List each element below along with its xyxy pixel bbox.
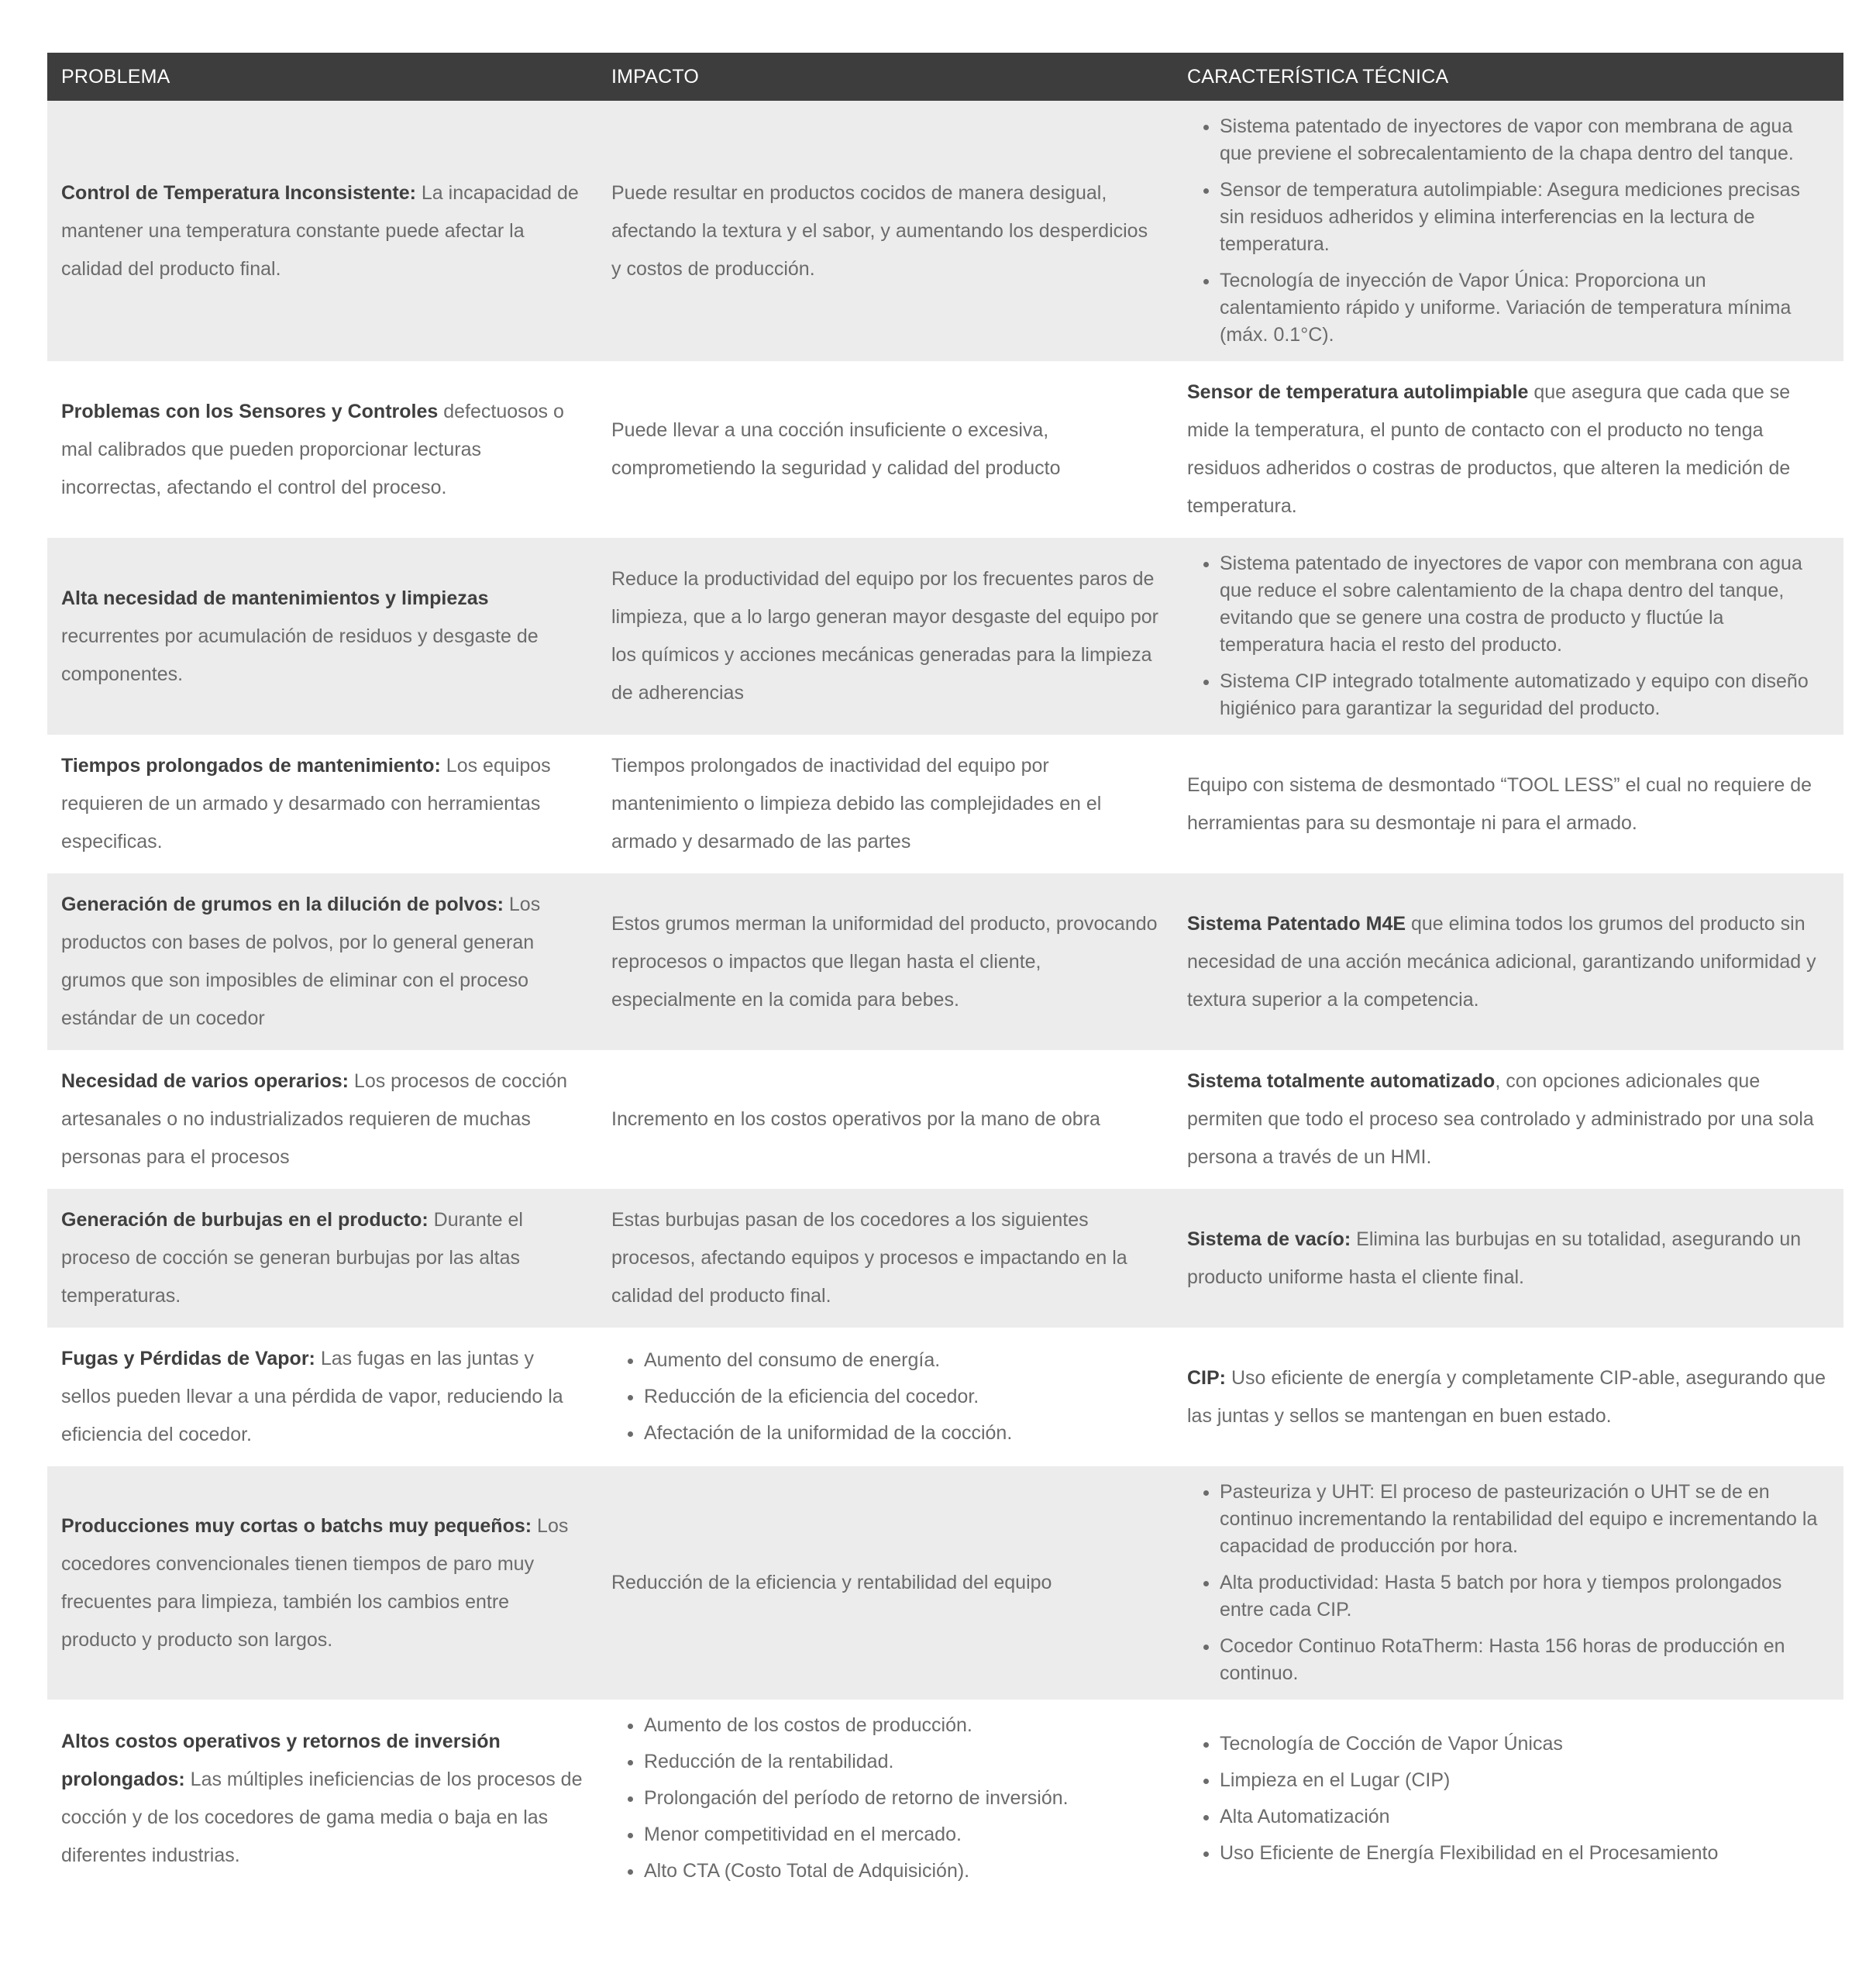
bullet-item: • Sistema patentado de inyectores de vapor con membrana de agua que previene el sobrecalentamiento de la chapa dentro del tanque. bbox=[1220, 113, 1830, 167]
cell-body-text: Estos grumos merman la uniformidad del producto, provocando reprocesos o impactos que llegan hasta el cliente, especialmente en la comida para bebes. bbox=[611, 912, 1158, 1011]
bullet-item: • Pasteuriza y UHT: El proceso de pasteurización o UHT se de en continuo incrementando la rentabilidad del equipo e incrementando la capacidad de producción por hora. bbox=[1220, 1479, 1830, 1560]
cell-body-text: Reducción de la eficiencia y rentabilidad del equipo bbox=[611, 1572, 1052, 1593]
bullet-list bbox=[1187, 113, 1830, 349]
impact-cell bbox=[597, 101, 1173, 361]
cell-body-text: defectuosos o mal calibrados que pueden proporcionar lecturas incorrectas, afectando el control del proceso. bbox=[61, 400, 564, 498]
cell-body-text: Las fugas en las juntas y sellos pueden llevar a una pérdida de vapor, reduciendo la eficiencia del cocedor. bbox=[61, 1348, 563, 1445]
impact-cell bbox=[597, 735, 1173, 873]
problem-cell bbox=[47, 1050, 597, 1189]
impact-cell bbox=[597, 1050, 1173, 1189]
bullet-item: • Tecnología de Cocción de Vapor Únicas bbox=[1220, 1731, 1830, 1758]
cell-body-text: Los procesos de cocción artesanales o no industrializados requieren de muchas personas para el procesos bbox=[61, 1070, 568, 1168]
cell-lead-text: Fugas y Pérdidas de Vapor: bbox=[61, 1348, 315, 1369]
cell-lead-text: Sistema totalmente automatizado bbox=[1187, 1070, 1496, 1092]
bullet-item: • Reducción de la rentabilidad. bbox=[644, 1748, 1159, 1776]
cell-lead-text: Sistema de vacío: bbox=[1187, 1228, 1351, 1250]
bullet-item: • Menor competitividad en el mercado. bbox=[644, 1821, 1159, 1848]
feature-cell bbox=[1173, 873, 1843, 1050]
table-header-row bbox=[47, 53, 1843, 101]
bullet-item: • Uso Eficiente de Energía Flexibilidad en el Procesamiento bbox=[1220, 1840, 1830, 1867]
impact-cell bbox=[597, 1189, 1173, 1328]
cell-body-text: Puede resultar en productos cocidos de manera desigual, afectando la textura y el sabor, y aumentando los desperdicios y costos de producción. bbox=[611, 181, 1148, 280]
bullet-item: • Alta productividad: Hasta 5 batch por hora y tiempos prolongados entre cada CIP. bbox=[1220, 1569, 1830, 1624]
bullet-item: • Sistema patentado de inyectores de vapor con membrana con agua que reduce el sobre calentamiento de la chapa dentro del tanque, evitando que se genere una costra de producto y fluctúe la temperatura hacia el resto del producto. bbox=[1220, 550, 1830, 659]
table-row bbox=[47, 538, 1843, 735]
cell-lead-text: Problemas con los Sensores y Controles bbox=[61, 400, 439, 422]
cell-lead-text: Sistema Patentado M4E bbox=[1187, 912, 1406, 935]
cell-body-text: Reduce la productividad del equipo por los frecuentes paros de limpieza, que a lo largo generan mayor desgaste del equipo por los químicos y acciones mecánicas generadas para la limpieza de adherencias bbox=[611, 568, 1159, 704]
feature-cell bbox=[1173, 1466, 1843, 1700]
problem-cell bbox=[47, 538, 597, 735]
cell-body-text: La incapacidad de mantener una temperatura constante puede afectar la calidad del producto final. bbox=[61, 181, 579, 280]
table-row bbox=[47, 735, 1843, 873]
bullet-list bbox=[611, 1712, 1159, 1885]
bullet-item: • Limpieza en el Lugar (CIP) bbox=[1220, 1767, 1830, 1794]
cell-lead-text: Alta necesidad de mantenimientos y limpiezas bbox=[61, 587, 489, 609]
cell-lead-text: Sensor de temperatura autolimpiable bbox=[1187, 381, 1529, 403]
bullet-item: • Prolongación del período de retorno de inversión. bbox=[644, 1785, 1159, 1812]
problem-cell bbox=[47, 101, 597, 361]
cell-lead-text: Producciones muy cortas o batchs muy pequeños: bbox=[61, 1514, 532, 1537]
problem-impact-feature-table bbox=[47, 53, 1843, 1897]
bullet-item: • Cocedor Continuo RotaTherm: Hasta 156 horas de producción en continuo. bbox=[1220, 1633, 1830, 1687]
cell-body-text: que asegura que cada que se mide la temperatura, el punto de contacto con el producto no tenga residuos adheridos o costras de productos, que alteren la medición de temperatura. bbox=[1187, 381, 1791, 517]
header-impacto: IMPACTO bbox=[597, 53, 1173, 101]
table-row bbox=[47, 1328, 1843, 1466]
problem-cell bbox=[47, 1189, 597, 1328]
cell-body-text: Las múltiples ineficiencias de los procesos de cocción y de los cocedores de gama media o baja en las diferentes industrias. bbox=[61, 1768, 583, 1866]
feature-cell bbox=[1173, 1700, 1843, 1897]
cell-lead-text: Necesidad de varios operarios: bbox=[61, 1070, 349, 1092]
cell-body-text: Los cocedores convencionales tienen tiempos de paro muy frecuentes para limpieza, también los cambios entre producto y producto son largos. bbox=[61, 1514, 569, 1651]
cell-body-text: que elimina todos los grumos del producto sin necesidad de una acción mecánica adicional, garantizando uniformidad y textura superior a la competencia. bbox=[1187, 912, 1816, 1011]
cell-lead-text: Generación de burbujas en el producto: bbox=[61, 1209, 429, 1231]
bullet-item: • Tecnología de inyección de Vapor Única: Proporciona un calentamiento rápido y uniforme. Variación de temperatura mínima (máx. 0.1°C). bbox=[1220, 267, 1830, 349]
problem-cell bbox=[47, 1700, 597, 1897]
cell-lead-text: CIP: bbox=[1187, 1366, 1226, 1389]
comparison-table-container bbox=[47, 53, 1843, 1897]
bullet-item: • Afectación de la uniformidad de la cocción. bbox=[644, 1420, 1159, 1447]
impact-cell bbox=[597, 1328, 1173, 1466]
cell-body-text: Incremento en los costos operativos por la mano de obra bbox=[611, 1108, 1100, 1130]
cell-body-text: recurrentes por acumulación de residuos y desgaste de componentes. bbox=[61, 625, 539, 685]
bullet-list bbox=[1187, 1731, 1830, 1867]
impact-cell bbox=[597, 361, 1173, 538]
table-row bbox=[47, 1466, 1843, 1700]
cell-body-text: Puede llevar a una cocción insuficiente o excesiva, comprometiendo la seguridad y calidad del producto bbox=[611, 419, 1061, 479]
impact-cell bbox=[597, 538, 1173, 735]
bullet-item: • Sistema CIP integrado totalmente automatizado y equipo con diseño higiénico para garantizar la seguridad del producto. bbox=[1220, 668, 1830, 722]
table-row bbox=[47, 1189, 1843, 1328]
cell-lead-text: Control de Temperatura Inconsistente: bbox=[61, 181, 416, 204]
problem-cell bbox=[47, 1466, 597, 1700]
bullet-item: • Reducción de la eficiencia del cocedor. bbox=[644, 1383, 1159, 1410]
table-row bbox=[47, 1050, 1843, 1189]
bullet-list bbox=[1187, 550, 1830, 722]
cell-body-text: , con opciones adicionales que permiten que todo el proceso sea controlado y administrado por una sola persona a través de un HMI. bbox=[1187, 1070, 1814, 1168]
table-row bbox=[47, 873, 1843, 1050]
bullet-item: • Alta Automatización bbox=[1220, 1803, 1830, 1831]
problem-cell bbox=[47, 1328, 597, 1466]
bullet-item: • Aumento del consumo de energía. bbox=[644, 1347, 1159, 1374]
problem-cell bbox=[47, 735, 597, 873]
cell-body-text: Tiempos prolongados de inactividad del equipo por mantenimiento o limpieza debido las complejidades en el armado y desarmado de las partes bbox=[611, 755, 1102, 852]
bullet-list bbox=[611, 1347, 1159, 1447]
feature-cell bbox=[1173, 1328, 1843, 1466]
feature-cell bbox=[1173, 538, 1843, 735]
cell-lead-text: Generación de grumos en la dilución de polvos: bbox=[61, 894, 504, 915]
feature-cell bbox=[1173, 361, 1843, 538]
feature-cell bbox=[1173, 1050, 1843, 1189]
cell-body-text: Los productos con bases de polvos, por lo general generan grumos que son imposibles de eliminar con el proceso estándar de un cocedor bbox=[61, 894, 541, 1029]
problem-cell bbox=[47, 873, 597, 1050]
cell-body-text: Equipo con sistema de desmontado “TOOL LESS” el cual no requiere de herramientas para su desmontaje ni para el armado. bbox=[1187, 773, 1812, 834]
impact-cell bbox=[597, 1700, 1173, 1897]
cell-body-text: Los equipos requieren de un armado y desarmado con herramientas especificas. bbox=[61, 755, 551, 852]
feature-cell bbox=[1173, 735, 1843, 873]
cell-lead-text: Tiempos prolongados de mantenimiento: bbox=[61, 755, 441, 777]
feature-cell bbox=[1173, 101, 1843, 361]
bullet-item: • Sensor de temperatura autolimpiable: Asegura mediciones precisas sin residuos adheridos y elimina interferencias en la lectura de temperatura. bbox=[1220, 177, 1830, 258]
header-caracteristica-tecnica: CARACTERÍSTICA TÉCNICA bbox=[1173, 53, 1843, 101]
table-row bbox=[47, 361, 1843, 538]
cell-body-text: Estas burbujas pasan de los cocedores a los siguientes procesos, afectando equipos y procesos e impactando en la calidad del producto final. bbox=[611, 1209, 1127, 1307]
bullet-item: • Alto CTA (Costo Total de Adquisición). bbox=[644, 1858, 1159, 1885]
bullet-item: • Aumento de los costos de producción. bbox=[644, 1712, 1159, 1739]
problem-cell bbox=[47, 361, 597, 538]
feature-cell bbox=[1173, 1189, 1843, 1328]
cell-body-text: Durante el proceso de cocción se generan burbujas por las altas temperaturas. bbox=[61, 1209, 523, 1307]
cell-body-text: Uso eficiente de energía y completamente CIP-able, asegurando que las juntas y sellos se mantengan en buen estado. bbox=[1187, 1366, 1826, 1427]
header-problema: PROBLEMA bbox=[47, 53, 597, 101]
impact-cell bbox=[597, 1466, 1173, 1700]
table-body bbox=[47, 101, 1843, 1897]
table-row bbox=[47, 101, 1843, 361]
cell-body-text: Elimina las burbujas en su totalidad, asegurando un producto uniforme hasta el cliente final. bbox=[1187, 1228, 1802, 1288]
table-row bbox=[47, 1700, 1843, 1897]
cell-lead-text: Altos costos operativos y retornos de inversión prolongados: bbox=[61, 1730, 501, 1790]
impact-cell bbox=[597, 873, 1173, 1050]
bullet-list bbox=[1187, 1479, 1830, 1687]
